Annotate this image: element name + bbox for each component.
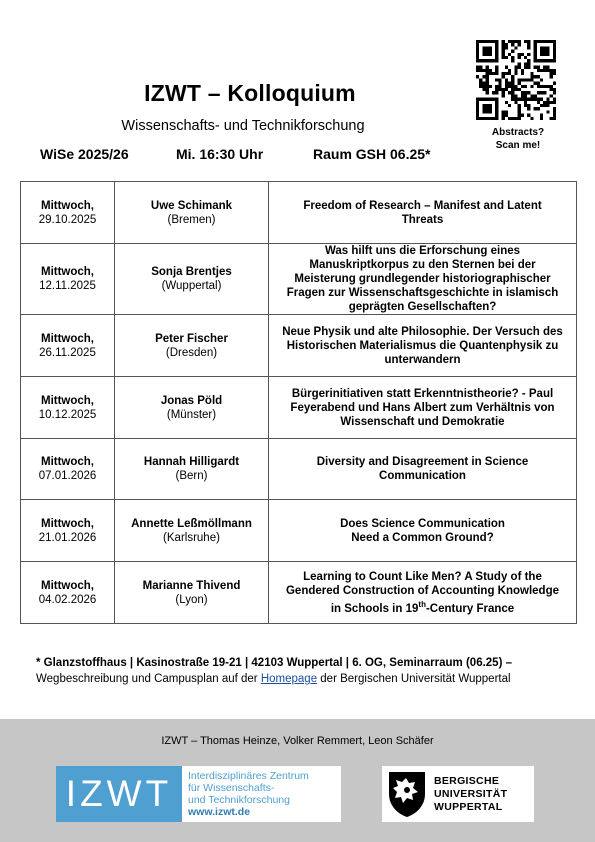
location-note — [36, 655, 566, 687]
date-cell — [21, 562, 115, 624]
event-date: 04.02.2026 — [38, 593, 97, 606]
speaker-city: (Lyon) — [175, 593, 208, 606]
table-row — [21, 315, 577, 377]
weekday: Mittwoch, — [40, 517, 95, 530]
table-row — [21, 439, 577, 500]
speaker-cell — [115, 377, 269, 439]
speaker-cell — [115, 315, 269, 377]
talk-line: Meisterung grundlegender historiographischer — [294, 273, 551, 285]
page-subtitle: Wissenschafts- und Technikforschung — [121, 118, 365, 134]
izwt-logo-word: IZWT — [56, 766, 182, 822]
talk-line: Wissenschaft und Demokratie — [340, 415, 505, 428]
speaker-city: (Dresden) — [165, 346, 218, 359]
talk-superscript: th — [418, 599, 426, 609]
talk-line: Does Science Communication — [340, 517, 505, 530]
buw-line: BERGISCHE — [434, 774, 500, 787]
talk-line: geprägten Gesellschaften? — [348, 301, 497, 313]
speaker-city: (Bremen) — [167, 213, 216, 226]
event-date: 26.11.2025 — [39, 346, 96, 359]
talk-line: Communication — [379, 470, 466, 482]
speaker-name: Sonja Brentjes — [151, 266, 232, 278]
table-row — [21, 377, 577, 439]
talk-line: unterwandern — [384, 353, 461, 366]
event-date: 12.11.2025 — [39, 280, 96, 292]
weekday: Mittwoch, — [40, 579, 95, 592]
speaker-city: (Bern) — [175, 470, 208, 482]
speaker-city: (Wuppertal) — [161, 280, 222, 292]
weekday: Mittwoch, — [40, 199, 95, 212]
speaker-name: Hannah Hilligardt — [143, 456, 240, 468]
talk-line: Manuskriptkorpus zu den Sternen bei der — [309, 259, 536, 271]
event-date: 29.10.2025 — [38, 213, 97, 226]
weekday: Mittwoch, — [40, 456, 95, 468]
talk-title — [269, 562, 577, 624]
talk-line: Learning to Count Like Men? A Study of the — [303, 570, 542, 583]
speaker-name: Peter Fischer — [155, 332, 228, 345]
speaker-name: Jonas Pöld — [160, 394, 223, 407]
table-row — [21, 182, 577, 244]
event-date: 10.12.2025 — [38, 408, 97, 421]
speaker-name: Annette Leßmöllmann — [131, 517, 252, 530]
speaker-city: (Münster) — [166, 408, 217, 421]
buw-logo-text — [434, 775, 507, 814]
directions-text: Wegbeschreibung und Campusplan auf der — [36, 673, 261, 685]
talk-title — [269, 315, 577, 377]
speaker-city: (Karlsruhe) — [163, 531, 220, 544]
weekday: Mittwoch, — [40, 332, 95, 345]
talk-line: Threats — [401, 213, 444, 226]
weekday: Mittwoch, — [40, 266, 95, 278]
talk-title — [269, 244, 577, 315]
time-label: Mi. 16:30 Uhr — [176, 146, 264, 162]
qr-code-icon[interactable] — [476, 40, 556, 120]
buw-line: WUPPERTAL — [434, 800, 503, 813]
talk-line: in Schools in 19 — [330, 602, 419, 615]
talk-line: -Century France — [425, 602, 515, 615]
talk-line: Fragen zur Wissenschaftsgeschichte in islamisch — [286, 287, 559, 299]
talk-line: Feyerabend und Hans Albert zum Verhältnis von — [290, 401, 555, 414]
talk-line: Need a Common Ground? — [351, 531, 494, 544]
izwt-line: Interdisziplinäres Zentrum — [188, 770, 309, 782]
talk-line: Historischen Materialismus die Quantenphysik zu — [286, 339, 559, 352]
homepage-link[interactable]: Homepage — [260, 673, 318, 685]
directions-text-end: der Bergischen Universität Wuppertal — [317, 673, 511, 685]
date-cell — [21, 500, 115, 562]
talk-line: Diversity and Disagreement in Science — [316, 456, 529, 468]
schedule-table — [20, 181, 577, 624]
event-date: 21.01.2026 — [38, 531, 97, 544]
semester-label: WiSe 2025/26 — [40, 146, 129, 162]
buw-line: UNIVERSITÄT — [434, 787, 508, 800]
directions-line — [36, 671, 566, 687]
footer — [0, 719, 595, 842]
table-row — [21, 500, 577, 562]
izwt-line: und Technikforschung — [188, 794, 290, 806]
date-cell — [21, 244, 115, 315]
talk-line: Neue Physik und alte Philosophie. Der Versuch des — [282, 325, 563, 338]
date-cell — [21, 182, 115, 244]
date-cell — [21, 377, 115, 439]
qr-caption-line1: Abstracts? — [491, 127, 545, 138]
organizer-names: IZWT – Thomas Heinze, Volker Remmert, Leon Schäfer — [161, 735, 434, 747]
table-row — [21, 244, 577, 315]
talk-line: Gendered Construction of Accounting Knowledge — [285, 584, 560, 597]
weekday: Mittwoch, — [40, 394, 95, 407]
izwt-line: für Wissenschafts- — [188, 782, 275, 794]
qr-caption-line2: Scan me! — [495, 140, 541, 151]
speaker-cell — [115, 182, 269, 244]
date-cell — [21, 315, 115, 377]
talk-line: Bürgerinitiativen statt Erkenntnistheorie? - Paul — [291, 387, 554, 400]
talk-title — [269, 182, 577, 244]
izwt-logo — [56, 766, 341, 822]
talk-title — [269, 439, 577, 500]
speaker-name: Uwe Schimank — [150, 199, 233, 212]
speaker-name: Marianne Thivend — [142, 579, 241, 592]
room-label: Raum GSH 06.25* — [313, 146, 431, 162]
speaker-cell — [115, 500, 269, 562]
talk-line: Was hilft uns die Erforschung eines — [324, 245, 521, 257]
date-cell — [21, 439, 115, 500]
izwt-logo-text — [182, 766, 309, 822]
talk-line: Freedom of Research – Manifest and Latent — [303, 199, 542, 212]
speaker-cell — [115, 244, 269, 315]
buw-logo — [382, 766, 534, 822]
speaker-cell — [115, 562, 269, 624]
address-line: * Glanzstoffhaus | Kasinostraße 19-21 | 42103 Wuppertal | 6. OG, Seminarraum (06.25) – — [36, 657, 512, 669]
buw-lion-icon — [386, 770, 428, 818]
page-title: IZWT – Kolloquium — [144, 80, 356, 106]
qr-caption — [470, 126, 566, 152]
talk-title — [269, 377, 577, 439]
talk-title — [269, 500, 577, 562]
speaker-cell — [115, 439, 269, 500]
table-row — [21, 562, 577, 624]
izwt-url: www.izwt.de — [188, 806, 251, 818]
event-date: 07.01.2026 — [38, 470, 97, 482]
